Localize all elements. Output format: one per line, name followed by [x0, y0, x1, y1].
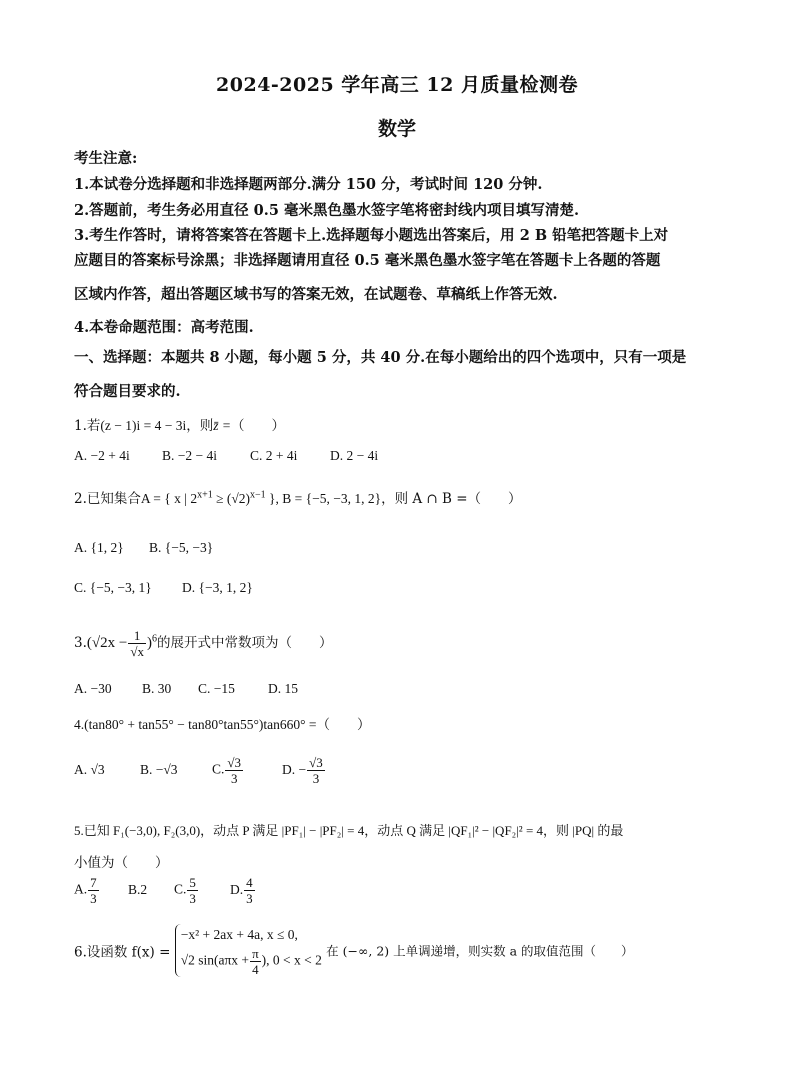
q5-option-c [174, 875, 230, 906]
notice-item-3-cont: 应题目的答案标号涂黑；非选择题请用直径 0.5 毫米黑色墨水签字笔在答题卡上各题的答题 [74, 252, 661, 269]
q5-option-d-den: 3 [246, 891, 253, 906]
q3-expr-b: ) [146, 635, 152, 651]
question-2 [74, 487, 724, 507]
q6-case-1: −x² + 2ax + 4a, x ≤ 0, [180, 927, 298, 942]
q6-case-2-num: π [252, 946, 259, 961]
q5-option-a [74, 875, 128, 906]
q5-option-c-frac [187, 875, 198, 906]
q2-set-a-exp2: x−1 [250, 489, 266, 501]
q2-stem-pre: 2.已知集合 [74, 491, 141, 507]
q2-options-row1 [74, 540, 724, 556]
q6-case-2-a: √2 sin(aπx + [180, 952, 250, 968]
q1-options [74, 448, 724, 464]
question-4: 4.(tan80° + tan55° − tan80°tan55°)tan660° =（ ） [74, 717, 371, 732]
notice-heading: 考生注意: [74, 150, 138, 167]
q3-option-c: C. −15 [198, 681, 235, 696]
q4-options [74, 755, 724, 786]
q1-option-b: B. −2 − 4i [162, 448, 217, 463]
q1-option-c: C. 2 + 4i [250, 448, 298, 463]
q2-stem-end: ，则 A ∩ B =（ ） [381, 491, 522, 507]
q4-option-d [282, 755, 326, 786]
q3-frac-den: √x [130, 644, 144, 659]
section-heading: 一、选择题：本题共 8 小题，每小题 5 分，共 40 分.在每小题给出的四个选项中，只有一项是 [74, 349, 687, 366]
q1-stem-end: （ ） [230, 418, 285, 434]
notice-item-3: 3.考生作答时，请将答案答在答题卡上.选择题每小题选出答案后，用 2 B 铅笔把答题卡上对 [74, 227, 669, 244]
q5-option-c-label: C. [174, 881, 187, 897]
q4-option-c [212, 755, 282, 786]
q4-option-d-num: √3 [309, 755, 323, 770]
page-title: 2024-2025 学年高三 12 月质量检测卷 [216, 74, 578, 96]
q2-set-a-exp: x+1 [197, 489, 213, 501]
q4-option-c-label: C. [212, 761, 225, 777]
q5-option-d-num: 4 [246, 875, 253, 890]
section-heading-cont: 符合题目要求的. [74, 383, 181, 400]
q6-case-2 [181, 946, 322, 977]
q2-options-row2 [74, 580, 724, 596]
q1-stem-math: (z − 1)i = 4 − 3i [100, 418, 187, 433]
notice-item-4: 4.本卷命题范围：高考范围. [74, 319, 254, 336]
q5-option-d [230, 875, 256, 906]
q5-option-d-label: D. [230, 881, 244, 897]
q5-option-a-den: 3 [90, 891, 97, 906]
q3-stem-end: 的展开式中常数项为（ ） [156, 635, 333, 651]
q3-stem-pre: 3. [74, 635, 87, 651]
q2-set-b: , B = {−5, −3, 1, 2} [275, 491, 382, 506]
q5-option-c-num: 5 [189, 875, 196, 890]
q3-fraction [128, 628, 146, 659]
q4-option-b: B. −√3 [140, 761, 178, 777]
q5-option-a-num: 7 [90, 875, 97, 890]
question-1 [74, 414, 724, 434]
q4-option-c-den: 3 [230, 771, 238, 786]
q4-option-d-frac [307, 755, 325, 786]
q5-option-b: B.2 [128, 881, 148, 897]
q4-option-c-num: √3 [227, 755, 242, 770]
q4-option-a: A. √3 [74, 761, 105, 777]
notice-item-3-cont2: 区域内作答，超出答题区域书写的答案无效，在试题卷、草稿纸上作答无效. [74, 286, 558, 303]
q1-stem-math2: z̄ = [213, 418, 231, 433]
q5-option-d-frac [244, 875, 255, 906]
q5-option-c-den: 3 [189, 891, 196, 906]
q1-stem-pre: 1.若 [74, 418, 101, 434]
q3-options [74, 681, 724, 697]
q3-option-d: D. 15 [268, 681, 298, 696]
q3-option-a: A. −30 [74, 681, 112, 696]
q2-option-a: A. {1, 2} [74, 540, 124, 555]
q3-expr-a: (√2x − [86, 635, 128, 651]
q6-case-2-frac [250, 946, 261, 977]
q2-option-d: D. {−3, 1, 2} [182, 580, 253, 595]
q1-option-a: A. −2 + 4i [74, 448, 130, 463]
q6-stem-end: 在 (−∞, 2) 上单调递增，则实数 a 的取值范围（ ） [326, 943, 634, 959]
q2-option-b: B. {−5, −3} [149, 540, 214, 555]
q6-stem-pre: 6.设函数 f(x) = [74, 944, 171, 961]
question-5: 5.已知 F₁(−3,0), F₂(3,0)，动点 P 满足 |PF₁| − |PF₂| = 4，动点 Q 满足 |QF₁|² − |QF₂|² = 4，则 |PQ| 的最 [74, 823, 624, 838]
q5-options [74, 875, 724, 906]
q3-power: 6 [151, 633, 157, 645]
q5-option-a-frac [88, 875, 99, 906]
q3-frac-num: 1 [128, 628, 146, 644]
q3-option-b: B. 30 [142, 681, 172, 696]
question-6 [74, 924, 724, 977]
q1-option-d: D. 2 − 4i [330, 448, 379, 463]
q2-option-c: C. {−5, −3, 1} [74, 580, 152, 595]
q4-option-d-den: 3 [312, 771, 320, 786]
question-3 [74, 628, 724, 659]
q6-piecewise [175, 924, 322, 977]
q2-set-a-mid: ≥ (√2) [212, 491, 251, 506]
notice-item-1: 1.本试卷分选择题和非选择题两部分.满分 150 分，考试时间 120 分钟. [74, 176, 543, 193]
q1-stem-mid: ，则 [186, 418, 214, 434]
q2-set-a: A = { x | 2 [140, 491, 198, 506]
q5-option-a-label: A. [74, 881, 88, 897]
q2-set-a-end: } [265, 491, 276, 506]
q6-case-2-den: 4 [252, 962, 259, 977]
q6-case-2-b: ), 0 < x < 2 [261, 952, 322, 968]
q4-option-c-frac [225, 755, 243, 786]
subject-title: 数学 [377, 118, 416, 140]
notice-item-2: 2.答题前，考生务必用直径 0.5 毫米黑色墨水签字笔将密封线内项目填写清楚. [74, 202, 580, 219]
question-5-cont: 小值为（ ） [74, 855, 169, 871]
q4-option-d-label: D. − [282, 761, 307, 777]
